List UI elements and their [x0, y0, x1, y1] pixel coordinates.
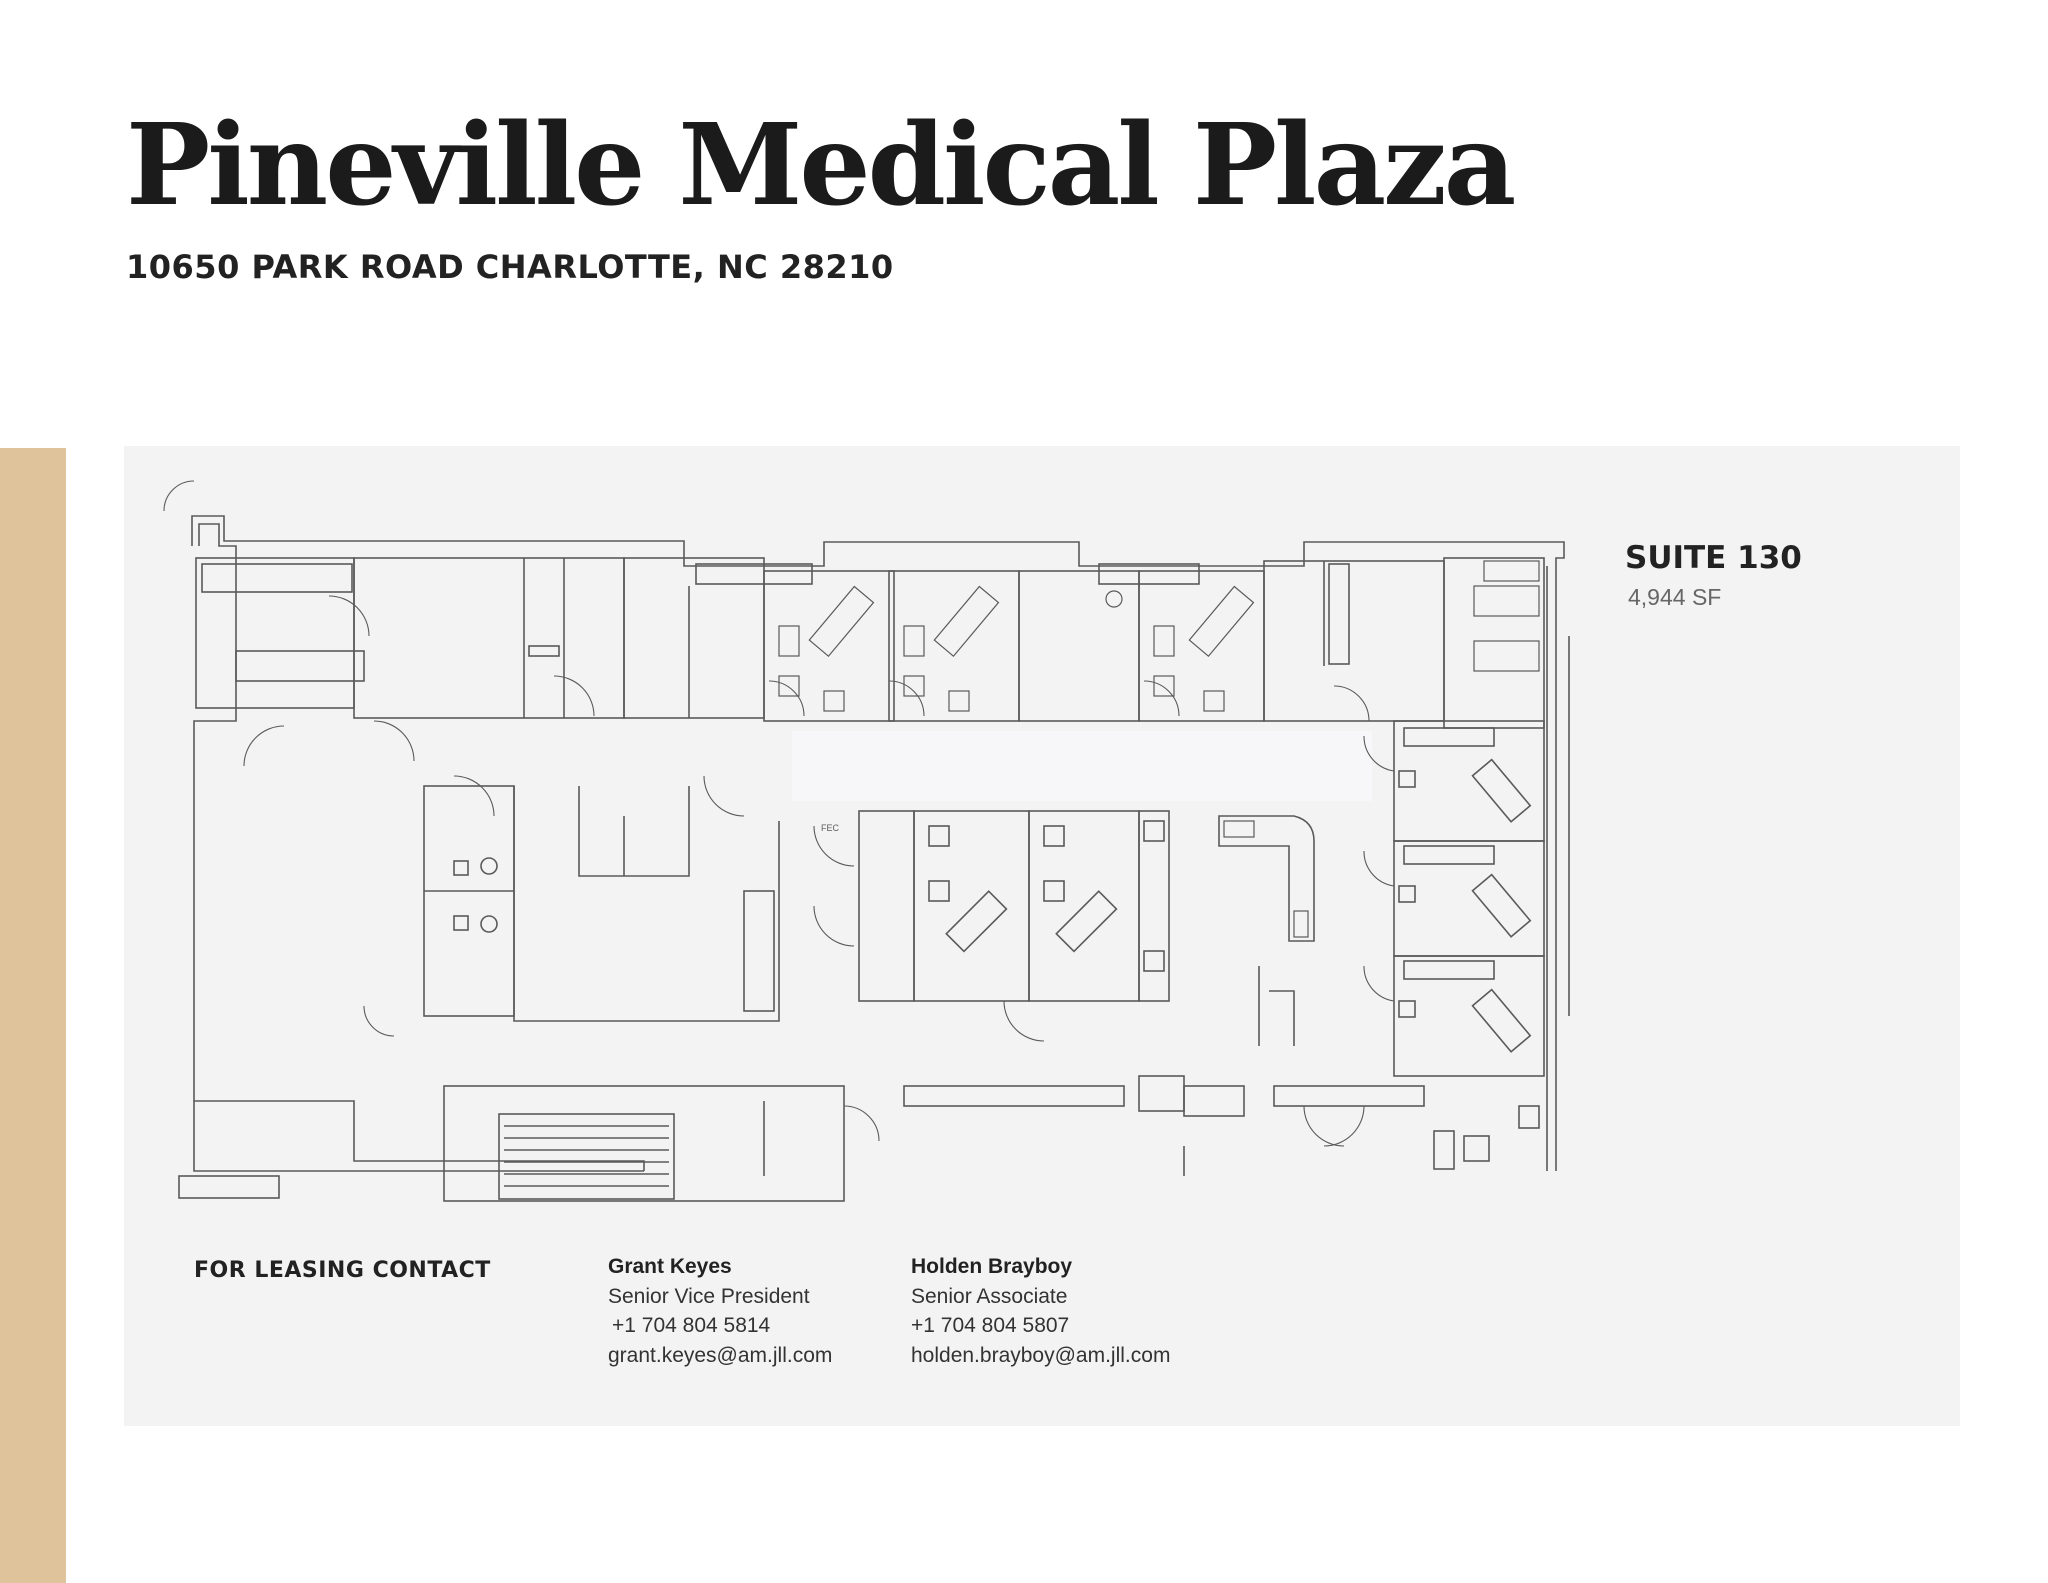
leasing-heading: FOR LEASING CONTACT: [194, 1258, 491, 1283]
reception-desk: [1219, 816, 1314, 1046]
exterior-walls: [192, 516, 1569, 1171]
contact-title: Senior Associate: [911, 1284, 1068, 1308]
contact-card-holden-brayboy: [911, 1252, 1170, 1370]
contact-card-grant-keyes: [608, 1252, 832, 1370]
right-exam-rooms: [1394, 721, 1544, 1076]
contact-email[interactable]: holden.brayboy@am.jll.com: [911, 1343, 1171, 1367]
restroom-block: [424, 786, 779, 1021]
suite-title: SUITE 130: [1625, 540, 1802, 576]
contact-phone[interactable]: +1 704 804 5807: [911, 1314, 1070, 1337]
center-rooms: [859, 811, 1169, 1001]
accent-bar: [0, 448, 66, 1583]
doors: [164, 481, 1394, 1146]
contact-name: Grant Keyes: [608, 1255, 732, 1278]
bottom-zone: [179, 1076, 1539, 1201]
contact-phone[interactable]: +1 704 804 5814: [612, 1314, 771, 1337]
fec-label: FEC: [821, 823, 839, 833]
top-rooms: [196, 558, 1544, 728]
property-address: 10650 PARK ROAD CHARLOTTE, NC 28210: [126, 248, 894, 286]
page-title: Pineville Medical Plaza: [126, 100, 1514, 231]
contact-title: Senior Vice President: [608, 1284, 810, 1308]
contact-name: Holden Brayboy: [911, 1255, 1073, 1278]
contact-email[interactable]: grant.keyes@am.jll.com: [608, 1343, 833, 1367]
corridor: [792, 731, 1372, 801]
suite-area: 4,944 SF: [1628, 584, 1722, 610]
